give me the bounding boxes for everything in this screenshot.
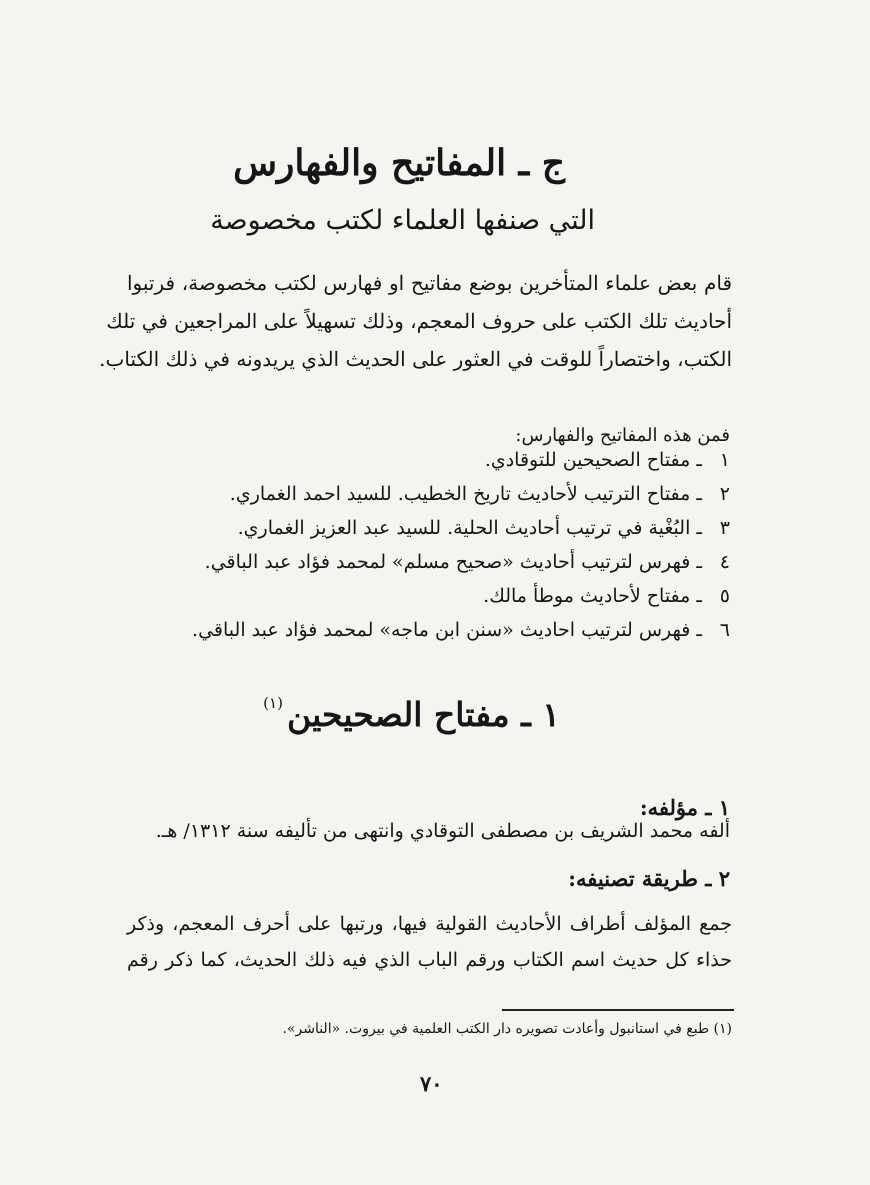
footnote-marker: (١) (263, 694, 283, 712)
list-item (483, 585, 730, 607)
list-item (485, 449, 730, 471)
method-line: حذاء كل حديث اسم الكتاب ورقم الباب الذي فيه ذلك الحديث، كما ذكر رقم (127, 949, 732, 971)
section-title: ١ ـ مفتاح الصحيحين (286, 695, 560, 734)
intro-line: أحاديث تلك الكتب على حروف المعجم، وذلك تسهيلاً على المراجعين في تلك (106, 309, 732, 333)
intro-line: الكتب، واختصاراً للوقت في العثور على الحديث الذي يريدونه في ذلك الكتاب. (99, 347, 732, 371)
list-item-number: ٢ (719, 483, 730, 505)
list-item (192, 619, 730, 641)
method-line: جمع المؤلف أطراف الأحاديث القولية فيها، ورتبها على أحرف المعجم، وذكر (127, 913, 732, 935)
list-item (205, 551, 730, 573)
list-item-number: ٥ (719, 585, 730, 607)
footnote: (١) طبع في استانبول وأعادت تصويره دار الكتب العلمية في بيروت. «الناشر». (282, 1021, 732, 1037)
list-item-text: ـ مفتاح الصحيحين للتوقادي. (484, 449, 702, 471)
list-item-text: ـ مفتاح لأحاديث موطأ مالك. (483, 585, 702, 607)
list-item-text: ـ فهرس لترتيب أحاديث «صحيح مسلم» لمحمد فؤاد عبد الباقي. (204, 551, 702, 573)
method-paragraph (127, 906, 732, 978)
author-text: ألفه محمد الشريف بن مصطفى التوقادي وانتهى من تأليفه سنة ١٣١٢/ هـ. (155, 820, 730, 842)
list-item-text: ـ البُغْية في ترتيب أحاديث الحلية. للسيد عبد العزيز الغماري. (237, 517, 702, 539)
list-item-number: ٣ (719, 517, 730, 539)
list-lead: فمن هذه المفاتيح والفهارس: (515, 425, 730, 446)
intro-paragraph (99, 264, 732, 378)
list-item-number: ٦ (719, 619, 730, 641)
chapter-subheading: التي صنفها العلماء لكتب مخصوصة (210, 205, 595, 236)
list-item (230, 483, 730, 505)
intro-line: قام بعض علماء المتأخرين بوضع مفاتيح او فهارس لكتب مخصوصة، فرتبوا (127, 271, 732, 295)
list-item-number: ٤ (719, 551, 730, 573)
footnote-divider (502, 1009, 734, 1011)
section-heading (263, 694, 560, 734)
list-item-text: ـ فهرس لترتيب احاديث «سنن ابن ماجه» لمحمد فؤاد عبد الباقي. (192, 619, 702, 641)
list-item-number: ١ (719, 449, 730, 471)
method-subheading: ٢ ـ طريقة تصنيفه: (568, 866, 730, 891)
list-item (238, 517, 730, 539)
page-number: ٧٠ (420, 1071, 443, 1096)
author-subheading: ١ ـ مؤلفه: (639, 795, 730, 820)
chapter-heading: ج ـ المفاتيح والفهارس (233, 142, 565, 184)
list-item-text: ـ مفتاح الترتيب لأحاديث تاريخ الخطيب. للسيد احمد الغماري. (229, 483, 702, 505)
